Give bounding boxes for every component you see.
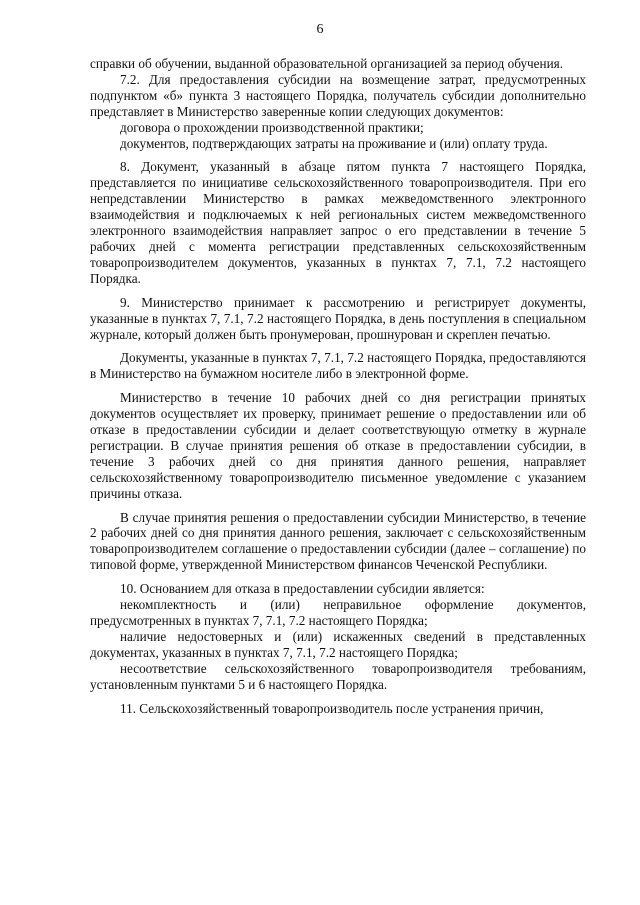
paragraph: 10. Основанием для отказа в предоставлении субсидии является: (120, 581, 485, 597)
paragraph: несоответствие сельскохозяйственного товаропроизводителя требованиям, установленным пунктами 5 и 6 настоящего Порядка. (90, 660, 586, 692)
paragraph: В случае принятия решения о предоставлении субсидии Министерство, в течение 2 рабочих дней со дня принятия данного решения, заключает с сельскохозяйственным товаропроизводителем соглашение о предоставлении субсидии (далее – соглашение) по типовой форме, утвержденной Министерством финансов Чеченской Республики. (90, 509, 586, 573)
document-body (90, 56, 586, 716)
page-number: 6 (316, 22, 324, 37)
paragraph: наличие недостоверных и (или) искаженных сведений в представленных документах, указанных в пунктах 7, 7.1, 7.2 настоящего Порядка; (90, 628, 586, 660)
paragraph: 9. Министерство принимает к рассмотрению и регистрирует документы, указанные в пунктах 7, 7.1, 7.2 настоящего Порядка, в день поступления в специальном журнале, который должен быть пронумерован, прошнурован и скреплен печатью. (90, 294, 586, 342)
paragraph: 7.2. Для предоставления субсидии на возмещение затрат, предусмотренных подпунктом «б» пункта 3 настоящего Порядка, получатель субсидии дополнительно представляет в Министерство заверенные копии следующих документов: (90, 71, 586, 119)
paragraph: Министерство в течение 10 рабочих дней со дня регистрации принятых документов осуществляет их проверку, принимает решение о предоставлении или об отказе в предоставлении субсидии и делает соответствующую отметку в журнале регистрации. В случае принятия решения об отказе в предоставлении субсидии, в течение 3 рабочих дней со дня принятия данного решения, направляет сельскохозяйственному товаропроизводителю письменное уведомление с указанием причины отказа. (90, 390, 586, 501)
paragraph: некомплектность и (или) неправильное оформление документов, предусмотренных в пунктах 7, 7.1, 7.2 настоящего Порядка; (90, 597, 586, 628)
paragraph: 11. Сельскохозяйственный товаропроизводитель после устранения причин, (120, 700, 544, 716)
paragraph: 8. Документ, указанный в абзаце пятом пункта 7 настоящего Порядка, представляется по инициативе сельскохозяйственного товаропроизводителя. При его непредставлении Министерство в рамках межведомственного электронного взаимодействия и подключаемых к ней региональных систем межведомственного электронного взаимодействия направляет запрос о его представлении в течение 5 рабочих дней с момента регистрации представленных сельскохозяйственным товаропроизводителем документов, указанных в пунктах 7, 7.1, 7.2 настоящего Порядка. (90, 159, 586, 286)
paragraph: документов, подтверждающих затраты на проживание и (или) оплату труда. (120, 135, 548, 151)
paragraph: Документы, указанные в пунктах 7, 7.1, 7.2 настоящего Порядка, предоставляются в Министерство на бумажном носителе либо в электронной форме. (90, 350, 586, 382)
paragraph: договора о прохождении производственной практики; (120, 119, 424, 135)
paragraph: справки об обучении, выданной образовательной организацией за период обучения. (90, 56, 564, 71)
